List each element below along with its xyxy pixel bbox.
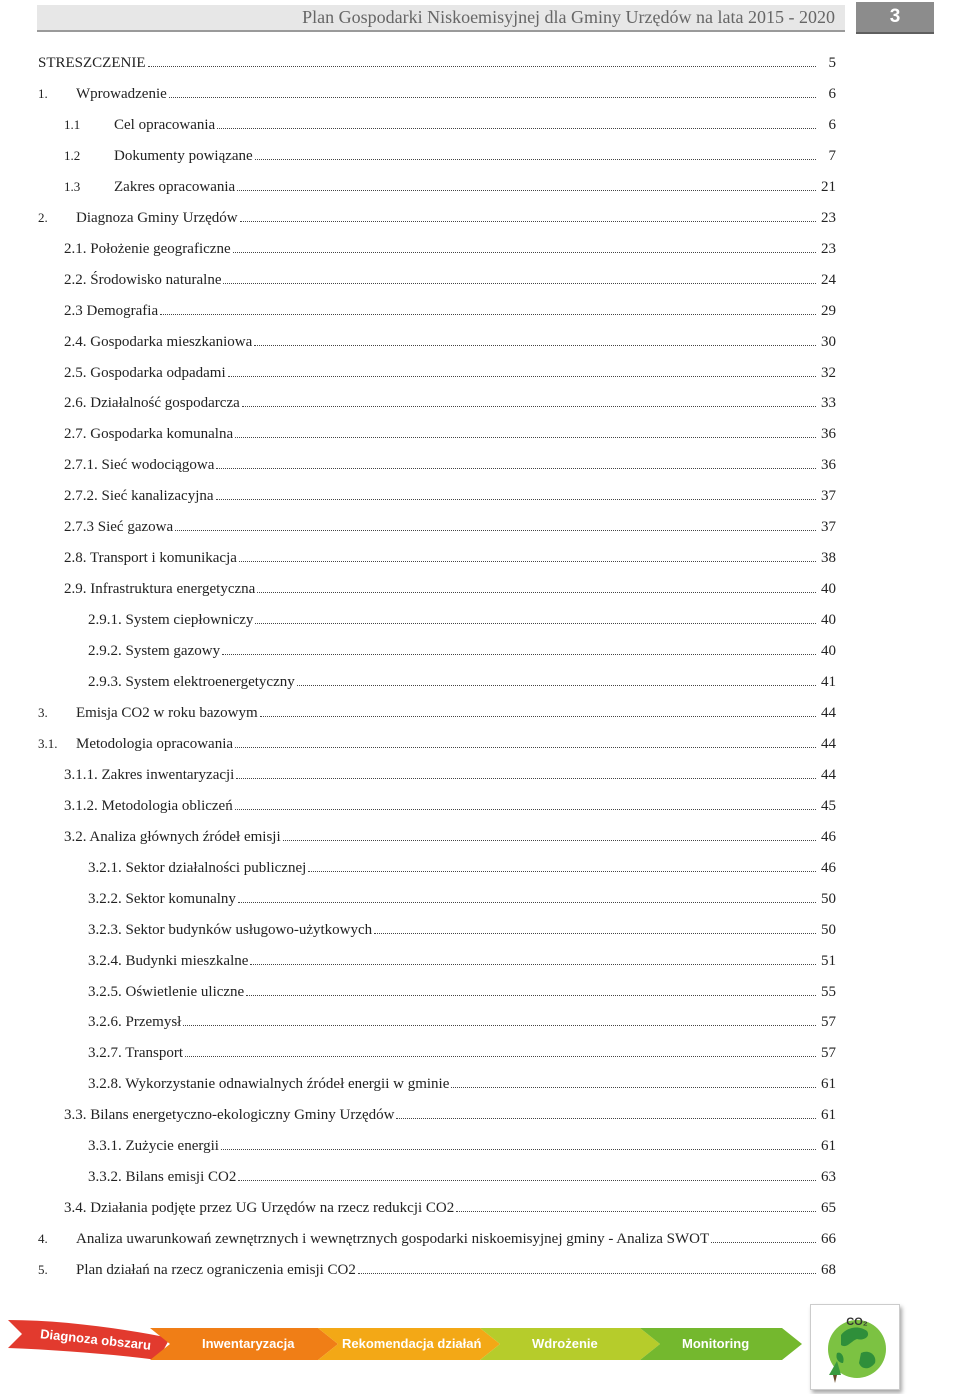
toc-entry-page: 30 xyxy=(821,334,836,350)
toc-entry-number: 3.1. xyxy=(38,736,58,751)
toc-dot-leader xyxy=(451,1073,816,1088)
toc-entry[interactable] xyxy=(88,1166,836,1188)
toc-dot-leader xyxy=(242,392,816,407)
toc-entry[interactable] xyxy=(88,950,836,972)
toc-entry-title: Emisja CO2 w roku bazowym xyxy=(76,705,258,721)
toc-dot-leader xyxy=(221,1135,816,1150)
toc-entry-title: STRESZCZENIE xyxy=(38,55,146,71)
toc-entry[interactable] xyxy=(64,578,836,600)
toc-entry-page: 45 xyxy=(821,798,836,814)
toc-dot-leader xyxy=(233,238,816,253)
toc-dot-leader xyxy=(255,609,816,624)
toc-dot-leader xyxy=(396,1104,816,1119)
toc-entry-page: 40 xyxy=(821,581,836,597)
toc-entry-page: 61 xyxy=(821,1076,836,1092)
toc-entry[interactable] xyxy=(38,207,836,229)
toc-entry[interactable] xyxy=(64,547,836,569)
toc-entry[interactable] xyxy=(88,1042,836,1064)
toc-entry-page: 23 xyxy=(821,210,836,226)
toc-entry[interactable] xyxy=(88,609,836,631)
toc-entry-title: Plan działań na rzecz ograniczenia emisji CO2 xyxy=(76,1262,356,1278)
toc-dot-leader xyxy=(238,1166,816,1181)
toc-entry-title: 2.7.3 Sieć gazowa xyxy=(64,519,174,535)
toc-entry[interactable] xyxy=(64,145,836,167)
toc-entry-title: 3.2.1. Sektor działalności publicznej xyxy=(88,860,307,876)
toc-entry[interactable] xyxy=(64,795,836,817)
toc-entry-page: 46 xyxy=(821,829,836,845)
toc-entry-page: 29 xyxy=(821,303,836,319)
toc-entry-title: Metodologia opracowania xyxy=(76,736,234,752)
toc-entry-page: 38 xyxy=(821,550,836,566)
toc-dot-leader xyxy=(222,640,816,655)
toc-entry[interactable] xyxy=(88,919,836,941)
toc-entry-page: 57 xyxy=(821,1014,836,1030)
toc-entry[interactable] xyxy=(64,238,836,260)
toc-entry-title: 3.3.1. Zużycie energii xyxy=(88,1138,219,1154)
toc-dot-leader xyxy=(175,516,816,531)
toc-entry-title: 3.1.2. Metodologia obliczeń xyxy=(64,798,233,814)
co2-logo xyxy=(810,1304,900,1390)
toc-entry-title: 2.1. Położenie geograficzne xyxy=(64,241,231,257)
toc-dot-leader xyxy=(283,826,816,841)
toc-entry-page: 41 xyxy=(821,674,836,690)
toc-dot-leader xyxy=(250,950,816,965)
toc-entry[interactable] xyxy=(88,640,836,662)
toc-entry-page: 57 xyxy=(821,1045,836,1061)
toc-entry-title: 2.9. Infrastruktura energetyczna xyxy=(64,581,256,597)
toc-entry-title: Wprowadzenie xyxy=(76,86,167,102)
toc-entry-page: 68 xyxy=(821,1262,836,1278)
toc-entry-title: 3.4. Działania podjęte przez UG Urzędów na rzecz redukcji CO2 xyxy=(64,1200,455,1216)
toc-dot-leader xyxy=(260,702,816,717)
process-step-label: Rekomendacja działań xyxy=(342,1336,482,1351)
toc-dot-leader xyxy=(228,362,816,377)
toc-entry[interactable] xyxy=(88,981,836,1003)
toc-entry[interactable] xyxy=(64,516,836,538)
toc-entry-page: 44 xyxy=(821,767,836,783)
toc-entry-title: Diagnoza Gminy Urzędów xyxy=(76,210,238,226)
toc-entry-title: Dokumenty powiązane xyxy=(114,148,253,164)
toc-entry-number: 1.1 xyxy=(64,117,81,132)
toc-entry-title: 3.2.3. Sektor budynków usługowo-użytkowych xyxy=(88,922,373,938)
toc-entry-title: Cel opracowania xyxy=(114,117,216,133)
toc-dot-leader xyxy=(254,331,816,346)
toc-entry-number: 4. xyxy=(38,1231,48,1246)
toc-entry-title: 2.6. Działalność gospodarcza xyxy=(64,395,240,411)
toc-entry-page: 32 xyxy=(821,365,836,381)
toc-dot-leader xyxy=(358,1259,816,1274)
toc-entry-title: 2.4. Gospodarka mieszkaniowa xyxy=(64,334,253,350)
process-step-label: Wdrożenie xyxy=(532,1336,598,1351)
toc-entry-page: 40 xyxy=(821,612,836,628)
toc-entry[interactable] xyxy=(64,362,836,384)
toc-entry-number: 3. xyxy=(38,705,48,720)
toc-entry[interactable] xyxy=(64,300,836,322)
toc-entry-page: 23 xyxy=(821,241,836,257)
toc-entry-page: 65 xyxy=(821,1200,836,1216)
process-step-label: Inwentaryzacja xyxy=(202,1336,295,1351)
toc-dot-leader xyxy=(169,83,816,98)
toc-entry-page: 36 xyxy=(821,457,836,473)
toc-entry-page: 50 xyxy=(821,922,836,938)
toc-entry-page: 61 xyxy=(821,1107,836,1123)
toc-entry[interactable] xyxy=(64,176,836,198)
toc-entry[interactable] xyxy=(64,1197,836,1219)
toc-entry[interactable] xyxy=(88,1073,836,1095)
toc-dot-leader xyxy=(711,1228,816,1243)
page-number-badge: 3 xyxy=(856,2,934,34)
toc-entry-title: Analiza uwarunkowań zewnętrznych i wewnętrznych gospodarki niskoemisyjnej gminy - Analiza SWOT xyxy=(76,1231,710,1247)
toc-entry[interactable] xyxy=(64,454,836,476)
toc-entry-page: 37 xyxy=(821,519,836,535)
toc-entry-title: 3.2.7. Transport xyxy=(88,1045,184,1061)
document-title: Plan Gospodarki Niskoemisyjnej dla Gminy Urzędów na lata 2015 - 2020 xyxy=(302,7,835,27)
toc-entry-title: Zakres opracowania xyxy=(114,179,236,195)
toc-entry-title: 3.1.1. Zakres inwentaryzacji xyxy=(64,767,235,783)
toc-entry-number: 2. xyxy=(38,210,48,225)
toc-dot-leader xyxy=(238,888,816,903)
toc-entry-title: 2.5. Gospodarka odpadami xyxy=(64,365,226,381)
header-bar xyxy=(37,5,845,32)
toc-entry-title: 3.3. Bilans energetyczno-ekologiczny Gminy Urzędów xyxy=(64,1107,395,1123)
toc-dot-leader xyxy=(217,114,816,129)
toc-entry-page: 44 xyxy=(821,736,836,752)
toc-entry-page: 63 xyxy=(821,1169,836,1185)
toc-entry[interactable] xyxy=(38,52,836,74)
toc-dot-leader xyxy=(257,578,816,593)
toc-entry-title: 2.7. Gospodarka komunalna xyxy=(64,426,234,442)
toc-dot-leader xyxy=(297,671,816,686)
toc-dot-leader xyxy=(308,857,816,872)
toc-entry-page: 5 xyxy=(828,55,836,71)
toc-entry[interactable] xyxy=(64,269,836,291)
toc-dot-leader xyxy=(216,454,816,469)
toc-entry[interactable] xyxy=(64,392,836,414)
toc-entry[interactable] xyxy=(38,83,836,105)
toc-entry-page: 51 xyxy=(821,953,836,969)
toc-entry-title: 2.8. Transport i komunikacja xyxy=(64,550,237,566)
toc-entry-title: 2.9.2. System gazowy xyxy=(88,643,221,659)
toc-dot-leader xyxy=(216,485,816,500)
toc-entry-page: 46 xyxy=(821,860,836,876)
toc-entry-number: 1. xyxy=(38,86,48,101)
toc-dot-leader xyxy=(148,52,817,67)
toc-dot-leader xyxy=(374,919,816,934)
toc-entry-page: 37 xyxy=(821,488,836,504)
toc-entry-number: 1.2 xyxy=(64,148,81,163)
toc-entry[interactable] xyxy=(64,485,836,507)
toc-entry-title: 3.3.2. Bilans emisji CO2 xyxy=(88,1169,237,1185)
globe-icon xyxy=(811,1305,899,1389)
toc-entry-title: 2.3 Demografia xyxy=(64,303,159,319)
toc-entry-title: 3.2.5. Oświetlenie uliczne xyxy=(88,984,245,1000)
toc-entry-title: 3.2.6. Przemysł xyxy=(88,1014,182,1030)
toc-entry-page: 24 xyxy=(821,272,836,288)
toc-entry[interactable] xyxy=(64,331,836,353)
toc-entry-page: 66 xyxy=(821,1231,836,1247)
toc-dot-leader xyxy=(246,981,816,996)
toc-dot-leader xyxy=(160,300,816,315)
toc-entry[interactable] xyxy=(88,1011,836,1033)
toc-dot-leader xyxy=(237,176,816,191)
process-step-label: Diagnoza obszaru xyxy=(39,1326,152,1353)
toc-entry-page: 7 xyxy=(828,148,836,164)
toc-entry[interactable] xyxy=(64,764,836,786)
toc-entry-page: 6 xyxy=(828,86,836,102)
toc-entry-title: 3.2.8. Wykorzystanie odnawialnych źródeł energii w gminie xyxy=(88,1076,450,1092)
toc-entry-page: 55 xyxy=(821,984,836,1000)
toc-entry-page: 50 xyxy=(821,891,836,907)
toc-entry-number: 1.3 xyxy=(64,179,81,194)
toc-entry-title: 2.2. Środowisko naturalne xyxy=(64,272,222,288)
toc-entry-page: 61 xyxy=(821,1138,836,1154)
toc-entry[interactable] xyxy=(64,1104,836,1126)
toc-dot-leader xyxy=(239,547,816,562)
toc-entry[interactable] xyxy=(64,826,836,848)
toc-entry[interactable] xyxy=(38,733,836,755)
toc-dot-leader xyxy=(183,1011,816,1026)
toc-dot-leader xyxy=(235,423,816,438)
toc-entry-number: 5. xyxy=(38,1262,48,1277)
toc-entry-page: 21 xyxy=(821,179,836,195)
logo-label: CO₂ xyxy=(846,1316,868,1328)
toc-dot-leader xyxy=(223,269,816,284)
toc-dot-leader xyxy=(240,207,816,222)
toc-entry-page: 36 xyxy=(821,426,836,442)
toc-entry-title: 3.2.4. Budynki mieszkalne xyxy=(88,953,249,969)
toc-entry-title: 2.9.1. System ciepłowniczy xyxy=(88,612,254,628)
toc-entry[interactable] xyxy=(64,423,836,445)
toc-entry-title: 2.7.2. Sieć kanalizacyjna xyxy=(64,488,214,504)
toc-entry-title: 2.9.3. System elektroenergetyczny xyxy=(88,674,295,690)
toc-dot-leader xyxy=(255,145,816,160)
toc-entry-page: 33 xyxy=(821,395,836,411)
toc-entry[interactable] xyxy=(88,857,836,879)
toc-entry[interactable] xyxy=(64,114,836,136)
toc-dot-leader xyxy=(185,1042,816,1057)
toc-entry-page: 40 xyxy=(821,643,836,659)
toc-entry-page: 44 xyxy=(821,705,836,721)
process-step-label: Monitoring xyxy=(682,1336,750,1351)
toc-entry[interactable] xyxy=(88,888,836,910)
toc-dot-leader xyxy=(235,795,816,810)
toc-entry-title: 2.7.1. Sieć wodociągowa xyxy=(64,457,215,473)
toc-dot-leader xyxy=(235,733,816,748)
toc-entry[interactable] xyxy=(38,702,836,724)
toc-entry-title: 3.2. Analiza głównych źródeł emisji xyxy=(64,829,281,845)
toc-entry[interactable] xyxy=(88,671,836,693)
toc-entry[interactable] xyxy=(38,1259,836,1281)
toc-entry[interactable] xyxy=(38,1228,836,1250)
toc-dot-leader xyxy=(236,764,816,779)
toc-entry-title: 3.2.2. Sektor komunalny xyxy=(88,891,236,907)
toc-dot-leader xyxy=(456,1197,816,1212)
toc-entry-page: 6 xyxy=(828,117,836,133)
toc-entry[interactable] xyxy=(88,1135,836,1157)
